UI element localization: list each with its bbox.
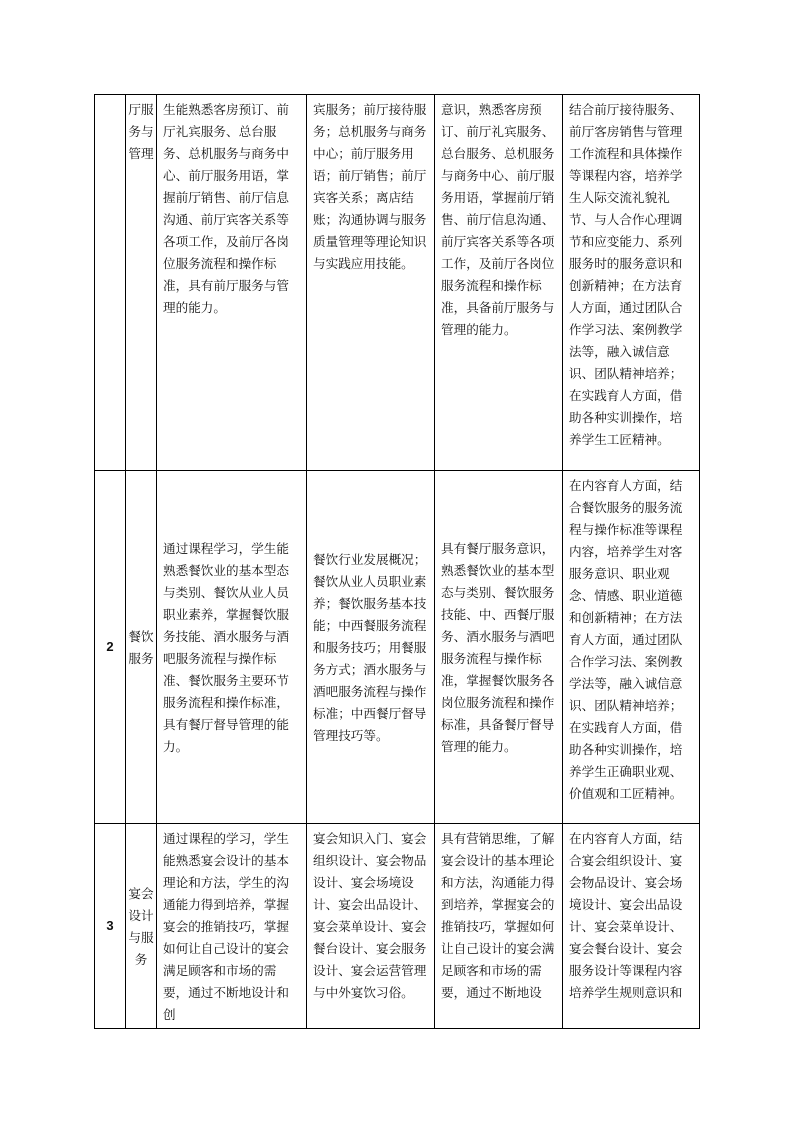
table-row xyxy=(95,95,700,471)
course-name: 宴会设计与服务 xyxy=(126,824,157,1029)
row-number xyxy=(95,95,126,471)
course-objective: 通过课程的学习，学生能熟悉宴会设计的基本理论和方法，学生的沟通能力得到培养，掌握宴会的推销技巧，掌握如何让自己设计的宴会满足顾客和市场的需要，通过不断地设计和创 xyxy=(157,824,307,1029)
course-ideology: 结合前厅接待服务、前厅客房销售与管理工作流程和具体操作等课程内容，培养学生人际交流礼貌礼节、与人合作心理调节和应变能力、系列服务时的服务意识和创新精神；在方法育人方面，通过团队合作学习法、案例教学法等，融入诚信意识、团队精神培养；在实践育人方面，借助各种实训操作，培养学生工匠精神。 xyxy=(563,95,700,471)
course-ideology: 在内容育人方面，结合餐饮服务的服务流程与操作标准等课程内容，培养学生对客服务意识、职业观念、情感、职业道德和创新精神；在方法育人方面，通过团队合作学习法、案例教学法等，融入诚信意识、团队精神培养；在实践育人方面，借助各种实训操作，培养学生正确职业观、价值观和工匠精神。 xyxy=(563,471,700,824)
course-content: 宴会知识入门、宴会组织设计、宴会物品设计、宴会场境设计、宴会出品设计、宴会菜单设计、宴会餐台设计、宴会服务设计、宴会运营管理与中外宴饮习俗。 xyxy=(307,824,435,1029)
course-objective: 生能熟悉客房预订、前厅礼宾服务、总台服务、总机服务与商务中心、前厅服务用语，掌握前厅销售、前厅信息沟通、前厅宾客关系等各项工作，及前厅各岗位服务流程和操作标准，具有前厅服务与管理的能力。 xyxy=(157,95,307,471)
course-requirement: 意识，熟悉客房预订、前厅礼宾服务、总台服务、总机服务与商务中心、前厅服务用语，掌握前厅销售、前厅信息沟通、前厅宾客关系等各项工作，及前厅各岗位服务流程和操作标准，具备前厅服务与管理的能力。 xyxy=(435,95,563,471)
table-row xyxy=(95,824,700,1029)
course-requirement: 具有餐厅服务意识，熟悉餐饮业的基本型态与类别、餐饮服务技能、中、西餐厅服务、酒水服务与酒吧服务流程与操作标准，掌握餐饮服务各岗位服务流程和操作标准，具备餐厅督导管理的能力。 xyxy=(435,471,563,824)
course-name: 餐饮服务 xyxy=(126,471,157,824)
course-name: 厅服务与管理 xyxy=(126,95,157,471)
row-number: 2 xyxy=(95,471,126,824)
table-row xyxy=(95,471,700,824)
course-content: 宾服务；前厅接待服务；总机服务与商务中心；前厅服务用语；前厅销售；前厅宾客关系；离店结账；沟通协调与服务质量管理等理论知识与实践应用技能。 xyxy=(307,95,435,471)
course-ideology: 在内容育人方面，结合宴会组织设计、宴会物品设计、宴会场境设计、宴会出品设计、宴会菜单设计、宴会餐台设计、宴会服务设计等课程内容培养学生规则意识和 xyxy=(563,824,700,1029)
course-requirement: 具有营销思维，了解宴会设计的基本理论和方法，沟通能力得到培养，掌握宴会的推销技巧，掌握如何让自己设计的宴会满足顾客和市场的需要，通过不断地设 xyxy=(435,824,563,1029)
course-content: 餐饮行业发展概况；餐饮从业人员职业素养；餐饮服务基本技能；中西餐服务流程和服务技巧；用餐服务方式；酒水服务与酒吧服务流程与操作标准；中西餐厅督导管理技巧等。 xyxy=(307,471,435,824)
course-table xyxy=(94,94,700,1029)
row-number: 3 xyxy=(95,824,126,1029)
course-objective: 通过课程学习，学生能熟悉餐饮业的基本型态与类别、餐饮从业人员职业素养，掌握餐饮服务技能、酒水服务与酒吧服务流程与操作标准、餐饮服务主要环节服务流程和操作标准，具有餐厅督导管理的能力。 xyxy=(157,471,307,824)
